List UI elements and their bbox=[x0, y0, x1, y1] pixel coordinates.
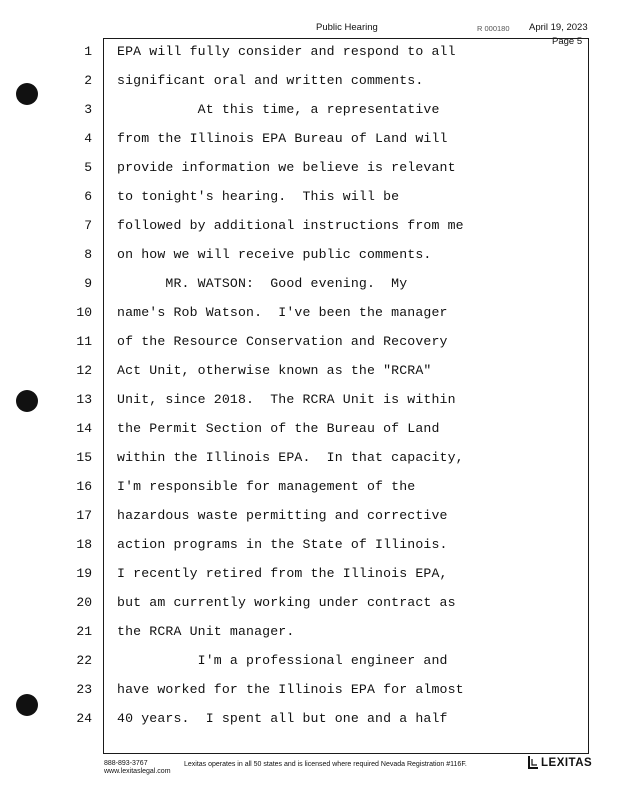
transcript-line bbox=[0, 359, 618, 388]
line-text: MR. WATSON: Good evening. My bbox=[117, 276, 408, 291]
transcript-line bbox=[0, 156, 618, 185]
line-number: 3 bbox=[84, 102, 92, 117]
line-text: provide information we believe is relevant bbox=[117, 160, 456, 175]
transcript-line bbox=[0, 214, 618, 243]
line-number: 6 bbox=[84, 189, 92, 204]
line-text: EPA will fully consider and respond to all bbox=[117, 44, 456, 59]
line-text: the RCRA Unit manager. bbox=[117, 624, 295, 639]
transcript-line bbox=[0, 562, 618, 591]
line-number: 1 bbox=[84, 44, 92, 59]
line-text: I recently retired from the Illinois EPA, bbox=[117, 566, 448, 581]
line-number: 23 bbox=[76, 682, 92, 697]
transcript-line bbox=[0, 388, 618, 417]
line-text: followed by additional instructions from me bbox=[117, 218, 464, 233]
header-title: Public Hearing bbox=[316, 22, 378, 33]
line-text: significant oral and written comments. bbox=[117, 73, 424, 88]
transcript-line bbox=[0, 678, 618, 707]
line-number: 14 bbox=[76, 421, 92, 436]
line-number: 12 bbox=[76, 363, 92, 378]
line-text: the Permit Section of the Bureau of Land bbox=[117, 421, 440, 436]
transcript-line bbox=[0, 504, 618, 533]
line-number: 2 bbox=[84, 73, 92, 88]
lexitas-logo bbox=[528, 756, 592, 769]
transcript-line bbox=[0, 620, 618, 649]
transcript-line bbox=[0, 446, 618, 475]
line-text: Act Unit, otherwise known as the "RCRA" bbox=[117, 363, 432, 378]
line-number: 4 bbox=[84, 131, 92, 146]
transcript-line bbox=[0, 272, 618, 301]
line-text: I'm responsible for management of the bbox=[117, 479, 416, 494]
line-number: 15 bbox=[76, 450, 92, 465]
line-text: At this time, a representative bbox=[117, 102, 440, 117]
transcript-line bbox=[0, 40, 618, 69]
line-text: action programs in the State of Illinois. bbox=[117, 537, 448, 552]
line-number: 8 bbox=[84, 247, 92, 262]
line-text: on how we will receive public comments. bbox=[117, 247, 432, 262]
line-number: 21 bbox=[76, 624, 92, 639]
line-number: 22 bbox=[76, 653, 92, 668]
line-number: 11 bbox=[76, 334, 92, 349]
line-text: hazardous waste permitting and corrective bbox=[117, 508, 448, 523]
line-text: of the Resource Conservation and Recovery bbox=[117, 334, 448, 349]
bates-number: R 000180 bbox=[477, 24, 510, 33]
lexitas-logo-icon bbox=[528, 756, 539, 769]
footer-phone: 888-893-3767 bbox=[104, 760, 148, 767]
footer-note: Lexitas operates in all 50 states and is licensed where required Nevada Registration #116F. bbox=[184, 761, 467, 768]
line-number: 10 bbox=[76, 305, 92, 320]
page-number: Page 5 bbox=[552, 36, 583, 47]
transcript-line bbox=[0, 591, 618, 620]
transcript-line bbox=[0, 707, 618, 736]
header-date: April 19, 2023 bbox=[529, 22, 588, 33]
line-number: 5 bbox=[84, 160, 92, 175]
line-number: 16 bbox=[76, 479, 92, 494]
transcript-line bbox=[0, 475, 618, 504]
logo-text: LEXITAS bbox=[541, 756, 593, 769]
transcript-line bbox=[0, 127, 618, 156]
line-number: 24 bbox=[76, 711, 92, 726]
transcript-line bbox=[0, 330, 618, 359]
transcript-line bbox=[0, 301, 618, 330]
line-text: to tonight's hearing. This will be bbox=[117, 189, 400, 204]
transcript-line bbox=[0, 649, 618, 678]
transcript-line bbox=[0, 185, 618, 214]
line-number: 19 bbox=[76, 566, 92, 581]
line-text: but am currently working under contract as bbox=[117, 595, 456, 610]
transcript-line bbox=[0, 69, 618, 98]
line-text: name's Rob Watson. I've been the manager bbox=[117, 305, 448, 320]
line-text: 40 years. I spent all but one and a half bbox=[117, 711, 448, 726]
line-text: Unit, since 2018. The RCRA Unit is within bbox=[117, 392, 456, 407]
line-text: within the Illinois EPA. In that capacity, bbox=[117, 450, 464, 465]
transcript-line bbox=[0, 533, 618, 562]
transcript-line bbox=[0, 243, 618, 272]
line-number: 18 bbox=[76, 537, 92, 552]
line-text: I'm a professional engineer and bbox=[117, 653, 448, 668]
line-number: 17 bbox=[76, 508, 92, 523]
line-text: from the Illinois EPA Bureau of Land will bbox=[117, 131, 448, 146]
line-number: 7 bbox=[84, 218, 92, 233]
transcript-line bbox=[0, 98, 618, 127]
footer-website: www.lexitaslegal.com bbox=[104, 768, 171, 775]
line-number: 20 bbox=[76, 595, 92, 610]
line-text: have worked for the Illinois EPA for almost bbox=[117, 682, 464, 697]
line-number: 9 bbox=[84, 276, 92, 291]
line-number: 13 bbox=[76, 392, 92, 407]
transcript-line bbox=[0, 417, 618, 446]
